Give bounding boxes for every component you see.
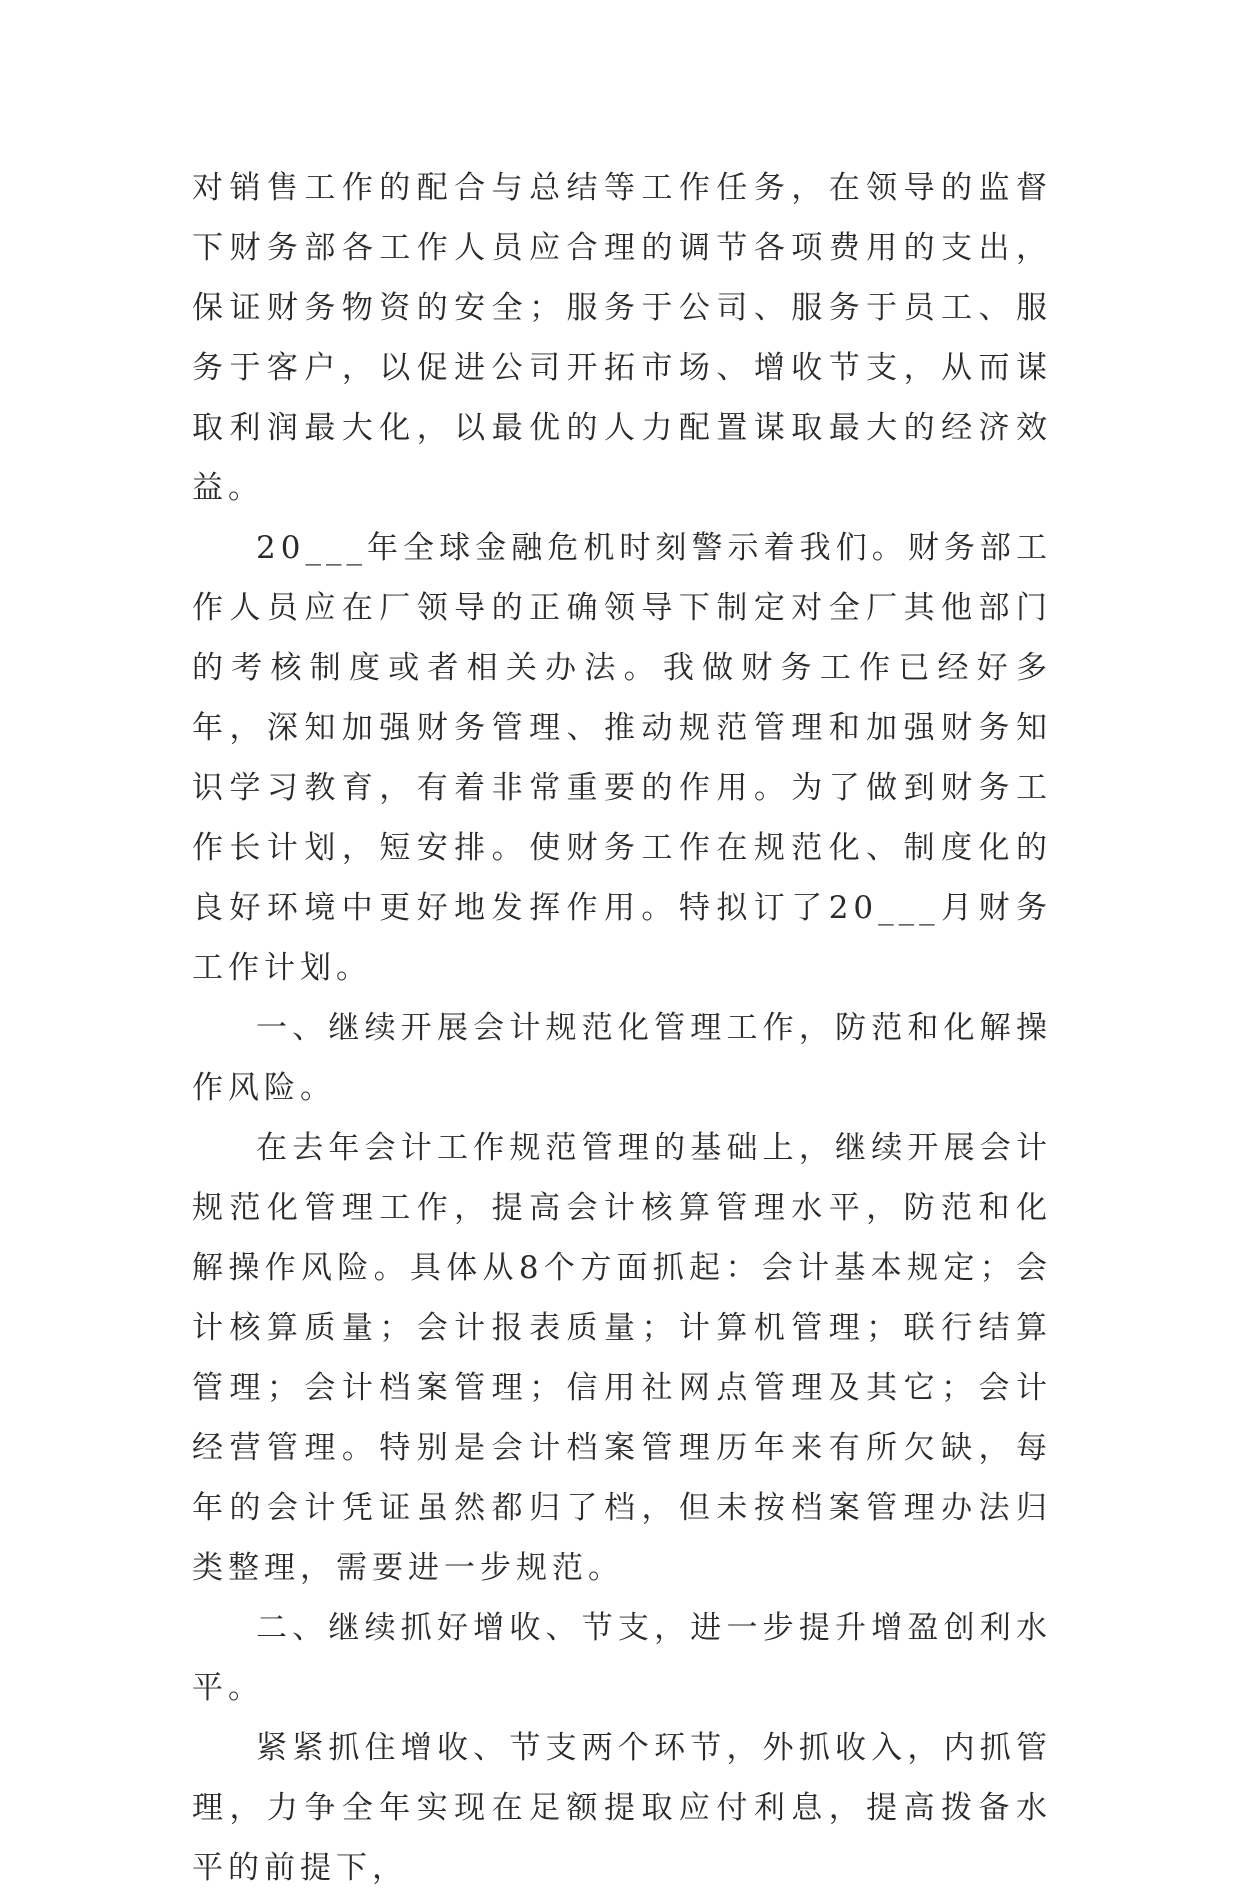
document-body [192,158,1052,1898]
paragraph-sales-finance-duties: 对销售工作的配合与总结等工作任务，在领导的监督下财务部各工作人员应合理的调节各项费用的支出，保证财务物资的安全；服务于公司、服务于员工、服务于客户，以促进公司开拓市场、增收节支，从而谋取利润最大化，以最优的人力配置谋取最大的经济效益。 [192,170,1052,506]
paragraph-financial-crisis-plan: 20___年全球金融危机时刻警示着我们。财务部工作人员应在厂领导的正确领导下制定对全厂其他部门的考核制度或者相关办法。我做财务工作已经好多年，深知加强财务管理、推动规范管理和加强财务知识学习教育，有着非常重要的作用。为了做到财务工作长计划，短安排。使财务工作在规范化、制度化的良好环境中更好地发挥作用。特拟订了20___月财务工作计划。 [192,530,1052,986]
section-heading-revenue-cost-control: 二、继续抓好增收、节支，进一步提升增盈创利水平。 [192,1610,1052,1706]
paragraph-revenue-cost-control-detail: 紧紧抓住增收、节支两个环节，外抓收入，内抓管理，力争全年实现在足额提取应付利息，提高拨备水平的前提下， [192,1730,1052,1886]
section-heading-accounting-standardization: 一、继续开展会计规范化管理工作，防范和化解操作风险。 [192,1010,1052,1106]
paragraph-accounting-standardization-detail: 在去年会计工作规范管理的基础上，继续开展会计规范化管理工作，提高会计核算管理水平，防范和化解操作风险。具体从8个方面抓起：会计基本规定；会计核算质量；会计报表质量；计算机管理；联行结算管理；会计档案管理；信用社网点管理及其它；会计经营管理。特别是会计档案管理历年来有所欠缺，每年的会计凭证虽然都归了档，但未按档案管理办法归类整理，需要进一步规范。 [192,1130,1052,1586]
